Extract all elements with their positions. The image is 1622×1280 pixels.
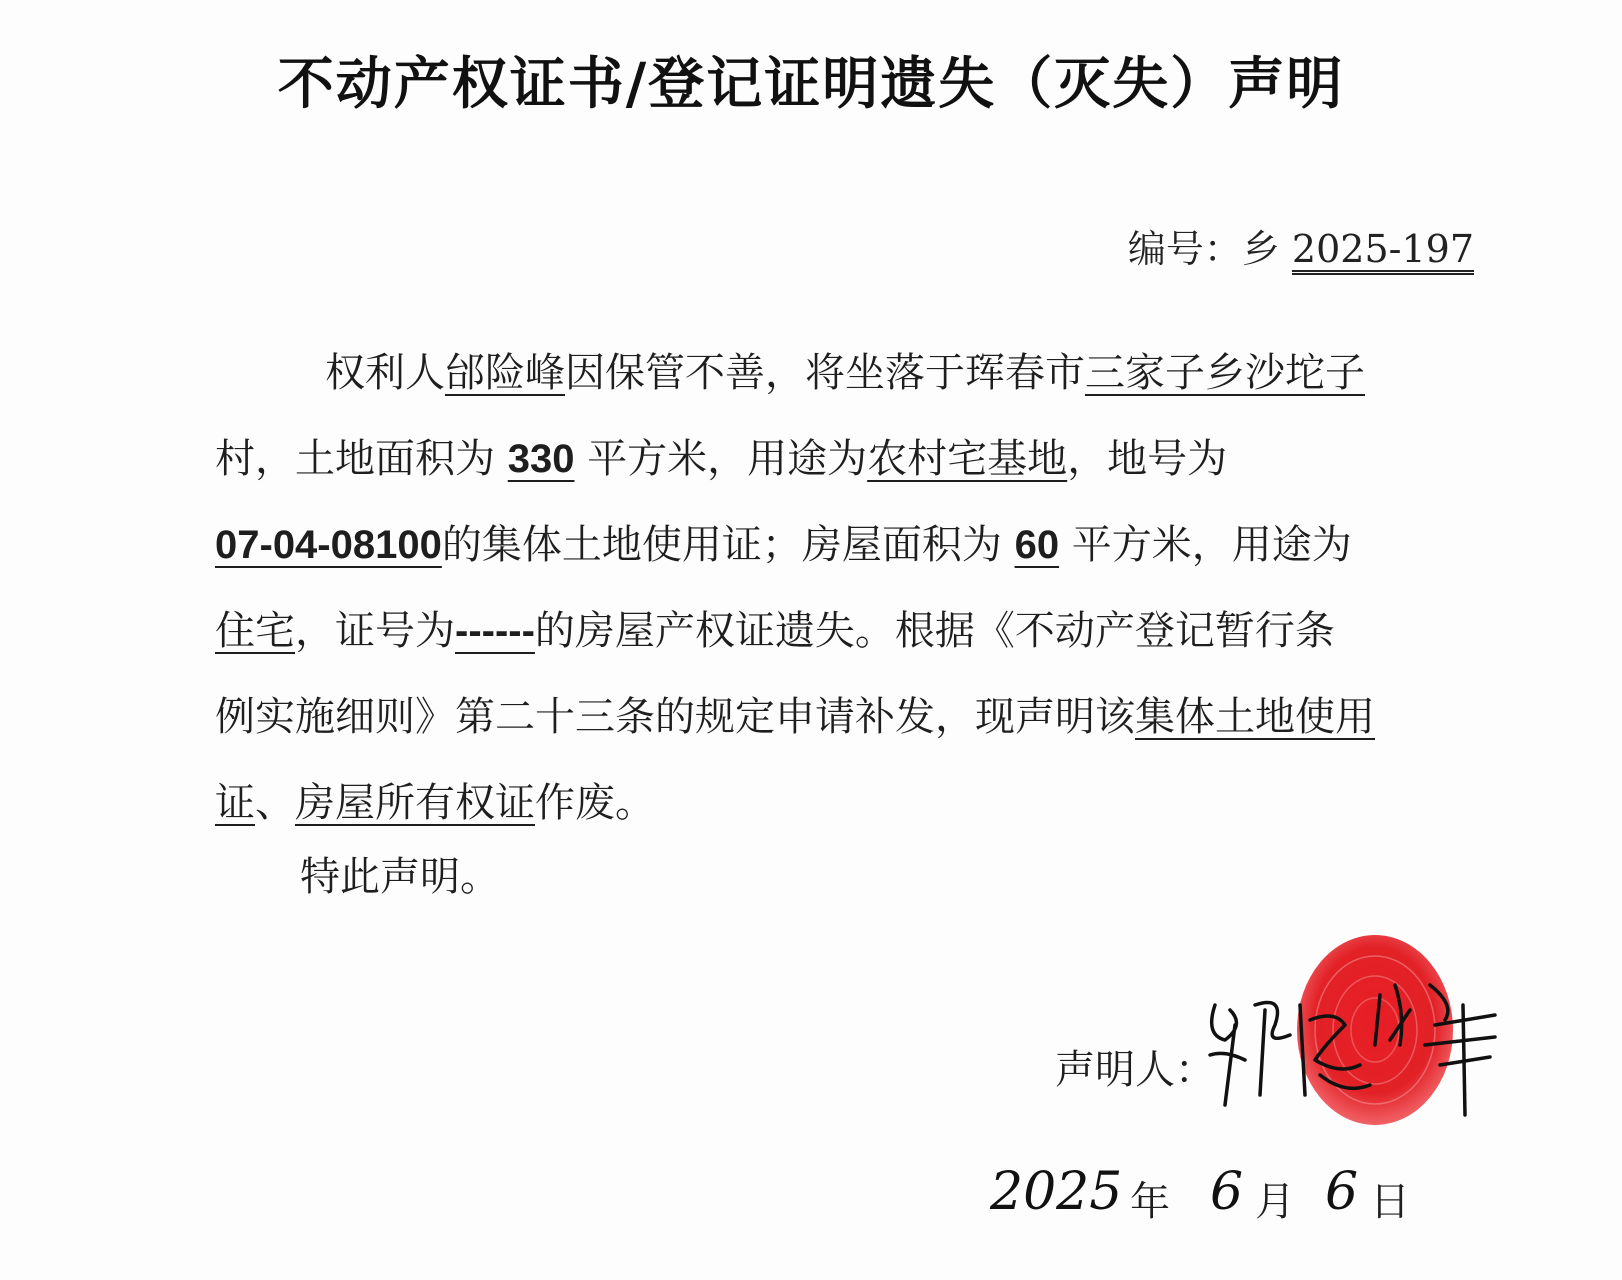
date-month-label: 月 [1255, 1179, 1295, 1225]
declarant-label: 声明人： [1055, 1047, 1215, 1093]
document-number-label: 编号：乡 [1127, 227, 1280, 271]
body-line-5 [215, 674, 1475, 760]
date-day-label: 日 [1370, 1179, 1410, 1225]
text-fragment: 例实施细则》第二十三条的规定申请补发，现声明该 [215, 694, 1135, 740]
text-fragment: 平方米，用途为 [587, 436, 868, 482]
void-document-1: 集体土地使用 [1135, 694, 1375, 740]
text-fragment: 的集体土地使用证；房屋面积为 [441, 522, 1002, 568]
land-use: 农村宅基地 [867, 436, 1068, 482]
text-fragment: 作废。 [535, 780, 655, 826]
text-fragment: 、 [255, 780, 295, 826]
void-document-1-end: 证 [215, 780, 255, 826]
text-fragment: ，土地面积为 [255, 436, 495, 482]
body-line-6 [215, 760, 1475, 846]
text-fragment: 权利人 [325, 350, 445, 396]
text-fragment: ，地号为 [1067, 436, 1228, 482]
text-fragment: 村 [215, 436, 255, 482]
date-year: 2025 [990, 1162, 1123, 1222]
text-fragment: 平方米，用途为 [1071, 522, 1352, 568]
closing-statement: 特此声明。 [300, 854, 500, 900]
body-line-4 [215, 588, 1475, 674]
date-day: 6 [1325, 1162, 1359, 1222]
text-fragment: ，证号为 [295, 608, 455, 654]
document-number-value: 2025-197 [1292, 227, 1474, 275]
text-fragment: 的房屋产权证遗失。根据《不动产登记暂行条 [534, 608, 1335, 654]
land-area: 330 [507, 437, 575, 481]
document-title: 不动产权证书/登记证明遗失（灭失）声明 [277, 52, 1345, 117]
certificate-number: ------ [455, 609, 535, 653]
handwritten-signature [1195, 965, 1515, 1125]
statement-body [215, 330, 1475, 846]
house-use: 住宅 [215, 608, 295, 654]
body-line-1 [215, 330, 1475, 416]
property-location: 三家子乡沙坨子 [1085, 350, 1365, 396]
date-year-label: 年 [1130, 1179, 1170, 1225]
document-number [1128, 218, 1474, 273]
text-fragment: 因保管不善，将坐落于珲春市 [565, 350, 1085, 396]
date-month: 6 [1210, 1162, 1244, 1222]
body-line-2 [215, 416, 1475, 502]
house-area: 60 [1014, 523, 1060, 567]
owner-name: 邰险峰 [445, 350, 565, 396]
parcel-number: 07-04-08100 [215, 523, 442, 567]
body-line-3 [215, 502, 1475, 588]
void-document-2: 房屋所有权证 [295, 780, 535, 826]
